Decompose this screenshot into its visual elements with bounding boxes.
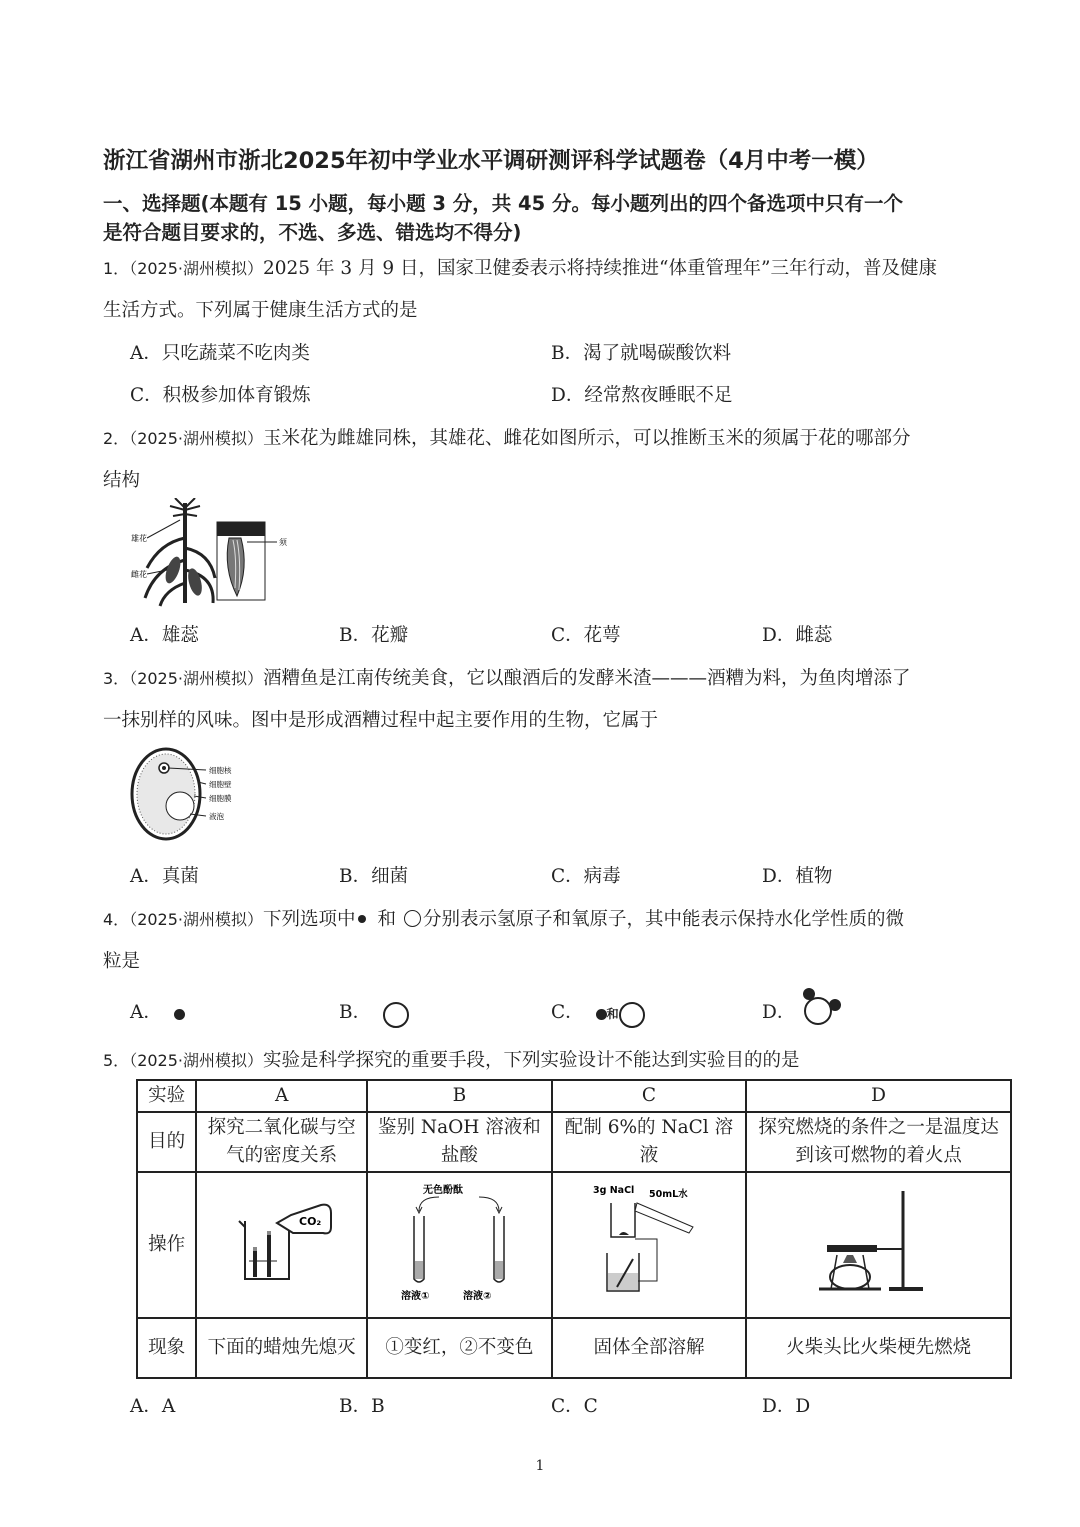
- q4-text-and: 和: [377, 909, 397, 930]
- q2-option-c[interactable]: C．花萼: [551, 625, 621, 646]
- co2-candles-figure: [227, 1191, 337, 1291]
- q2-source: （2025·湖州模拟）: [129, 429, 263, 448]
- purpose-c: 配制 6%的 NaCl 溶液: [552, 1112, 746, 1172]
- q3-option-a[interactable]: A．真菌: [130, 866, 199, 887]
- experiment-table: [136, 1079, 1012, 1379]
- section-heading-line2: 是符合题目要求的，不选、多选、错选均不得分): [103, 221, 522, 244]
- label-silk: 须: [279, 538, 287, 547]
- row-label-experiment: 实验: [137, 1080, 196, 1112]
- label-male-flower: 雄花: [131, 534, 147, 543]
- q1-source: （2025·湖州模拟）: [129, 259, 263, 278]
- q4-option-c-label: C．: [551, 1002, 584, 1023]
- q3-option-c[interactable]: C．病毒: [551, 866, 621, 887]
- q5-option-c[interactable]: C．C: [551, 1396, 598, 1417]
- q3-line1: [103, 664, 911, 690]
- oxygen-atom-icon: [619, 1002, 645, 1028]
- q4-text-c: 分别表示氢原子和氧原子，其中能表示保持水化学性质的微: [423, 909, 905, 930]
- water-label: 50mL水: [648, 1188, 688, 1200]
- label-nucleus: 细胞核: [209, 766, 232, 775]
- oxygen-atom-icon: [383, 1002, 409, 1028]
- table-row-purpose: [137, 1112, 1011, 1172]
- col-d: D: [746, 1080, 1011, 1112]
- operation-d: [746, 1172, 1011, 1318]
- purpose-b: 鉴别 NaOH 溶液和盐酸: [367, 1112, 552, 1172]
- q4-number: 4．: [103, 910, 130, 929]
- q2-line2: 结构: [103, 470, 141, 491]
- row-label-operation: 操作: [137, 1172, 196, 1318]
- yeast-cell-figure: [128, 746, 258, 842]
- table-row-phenomenon: [137, 1318, 1011, 1378]
- hydrogen-atom-icon: [596, 1009, 607, 1020]
- hydrogen-atom-icon: [358, 915, 366, 923]
- indicator-label: 无色酚酞: [423, 1184, 464, 1196]
- phenomenon-a: 下面的蜡烛先熄灭: [196, 1318, 367, 1378]
- q5-source: （2025·湖州模拟）: [129, 1051, 263, 1070]
- combustion-figure: [819, 1185, 939, 1297]
- label-cell-wall: 细胞壁: [209, 780, 232, 789]
- page-number: 1: [535, 1458, 545, 1474]
- q1-line2: 生活方式。下列属于健康生活方式的是: [103, 300, 418, 321]
- q3-source: （2025·湖州模拟）: [129, 669, 263, 688]
- q3-option-d[interactable]: D．植物: [762, 866, 833, 887]
- corn-plant-figure: [125, 498, 295, 610]
- label-vacuole: 液泡: [209, 812, 224, 821]
- q3-line2: 一抹别样的风味。图中是形成酒糟过程中起主要作用的生物，它属于: [103, 710, 659, 731]
- q5-line1: [103, 1046, 800, 1072]
- q4-option-a[interactable]: [130, 998, 185, 1024]
- q4-option-d[interactable]: [762, 998, 795, 1024]
- oxygen-atom-icon: [404, 910, 421, 927]
- q4-line1: [103, 905, 904, 931]
- section-heading-line1: 一、选择题(本题有 15 小题，每小题 3 分，共 45 分。每小题列出的四个备选项中只有一个: [103, 192, 903, 215]
- q4-option-c-and: 和: [606, 1007, 619, 1021]
- q1-option-b[interactable]: B．渴了就喝碳酸饮料: [551, 343, 732, 364]
- q5-text: 实验是科学探究的重要手段，下列实验设计不能达到实验目的的是: [263, 1050, 800, 1071]
- col-b: B: [367, 1080, 552, 1112]
- solution1-label: 溶液①: [401, 1290, 430, 1301]
- q5-option-d[interactable]: D．D: [762, 1396, 811, 1417]
- q1-number: 1．: [103, 259, 130, 278]
- q1-text: 2025 年 3 月 9 日，国家卫健委表示将持续推进“体重管理年”三年行动，普及健康: [263, 258, 937, 279]
- q5-option-b[interactable]: B．B: [339, 1396, 385, 1417]
- water-molecule-icon: [800, 986, 846, 1028]
- q4-option-b[interactable]: [339, 998, 409, 1028]
- row-label-phenomenon: 现象: [137, 1318, 196, 1378]
- q2-option-d[interactable]: D．雌蕊: [762, 625, 833, 646]
- table-row-operation: [137, 1172, 1011, 1318]
- purpose-a: 探究二氧化碳与空气的密度关系: [196, 1112, 367, 1172]
- q3-number: 3．: [103, 669, 130, 688]
- q3-option-b[interactable]: B．细菌: [339, 866, 409, 887]
- q4-option-c[interactable]: [551, 998, 645, 1028]
- q1-option-d[interactable]: D．经常熬夜睡眠不足: [551, 385, 733, 406]
- purpose-d: 探究燃烧的条件之一是温度达到该可燃物的着火点: [746, 1112, 1011, 1172]
- phenomenon-d: 火柴头比火柴梗先燃烧: [746, 1318, 1011, 1378]
- label-cell-membrane: 细胞膜: [209, 794, 232, 803]
- q4-option-b-label: B．: [339, 1002, 372, 1023]
- label-female-flower: 雌花: [131, 570, 147, 579]
- page-title: 浙江省湖州市浙北2025年初中学业水平调研测评科学试题卷（4月中考一模）: [103, 148, 879, 174]
- table-row-header: [137, 1080, 1011, 1112]
- q2-text: 玉米花为雌雄同株，其雄花、雌花如图所示，可以推断玉米的须属于花的哪部分: [263, 428, 911, 449]
- q4-source: （2025·湖州模拟）: [129, 910, 263, 929]
- nacl-solution-figure: [589, 1181, 709, 1301]
- q2-number: 2．: [103, 429, 130, 448]
- q4-option-a-label: A．: [130, 1002, 162, 1023]
- phenomenon-c: 固体全部溶解: [552, 1318, 746, 1378]
- hydrogen-atom-icon: [174, 1009, 185, 1020]
- q5-option-a[interactable]: A．A: [130, 1396, 176, 1417]
- q2-option-b[interactable]: B．花瓣: [339, 625, 409, 646]
- operation-a: [196, 1172, 367, 1318]
- row-label-purpose: 目的: [137, 1112, 196, 1172]
- q2-line1: [103, 424, 911, 450]
- q1-line1: [103, 254, 937, 280]
- q4-line2: 粒是: [103, 951, 141, 972]
- q5-number: 5．: [103, 1051, 130, 1070]
- q1-option-a[interactable]: A．只吃蔬菜不吃肉类: [130, 343, 310, 364]
- q2-option-a[interactable]: A．雄蕊: [130, 625, 199, 646]
- phenomenon-b: ①变红，②不变色: [367, 1318, 552, 1378]
- q4-option-d-label: D．: [762, 1002, 796, 1023]
- q1-option-c[interactable]: C．积极参加体育锻炼: [130, 385, 311, 406]
- nacl-label: 3g NaCl: [592, 1184, 635, 1196]
- operation-c: [552, 1172, 746, 1318]
- co2-label: CO₂: [298, 1214, 321, 1228]
- phenolphthalein-test-figure: [399, 1181, 519, 1301]
- operation-b: [367, 1172, 552, 1318]
- col-c: C: [552, 1080, 746, 1112]
- q3-text: 酒糟鱼是江南传统美食，它以酿酒后的发酵米渣———酒糟为料，为鱼肉增添了: [263, 668, 911, 689]
- solution2-label: 溶液②: [463, 1290, 492, 1301]
- q4-text-a: 下列选项中: [263, 909, 356, 930]
- col-a: A: [196, 1080, 367, 1112]
